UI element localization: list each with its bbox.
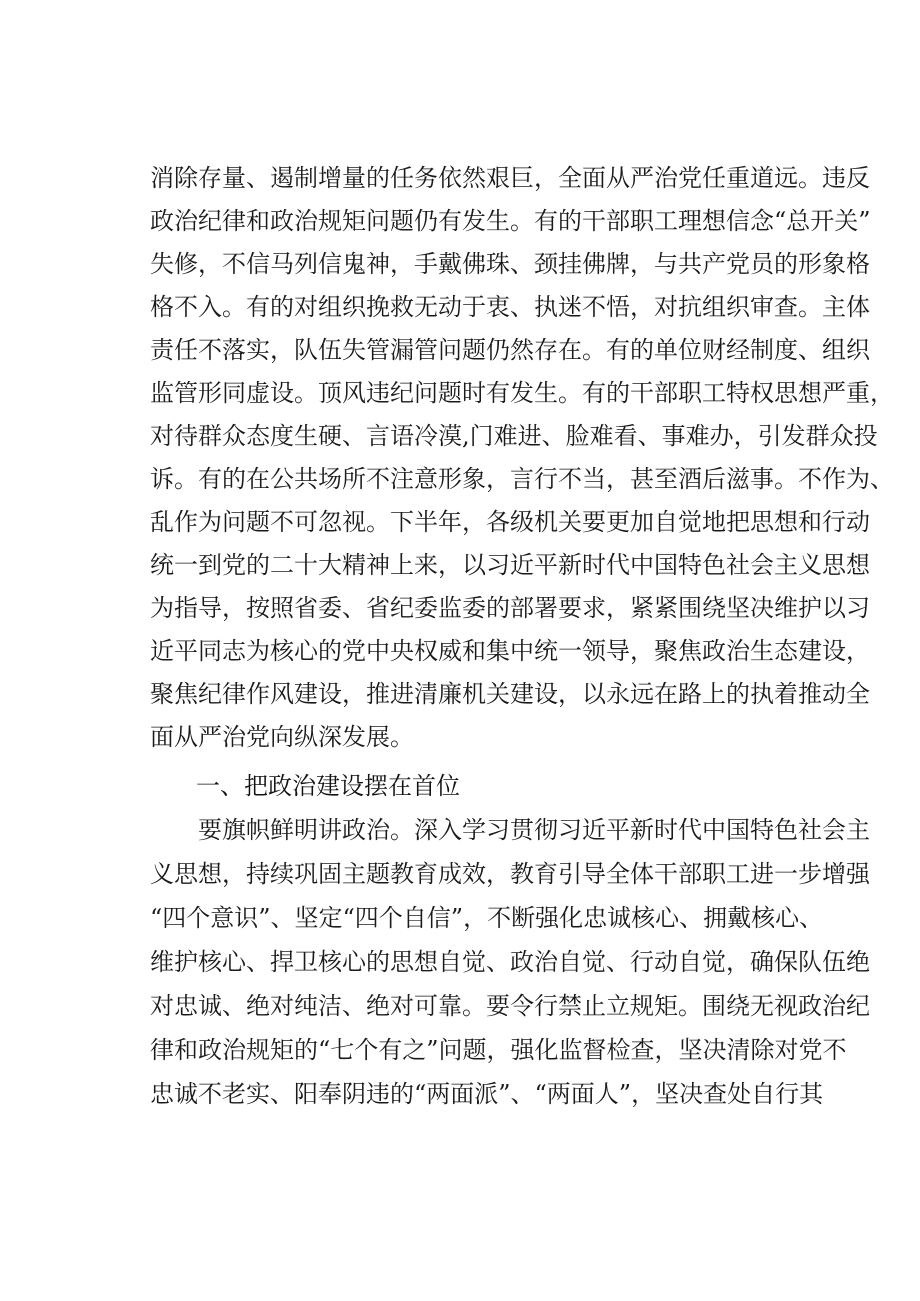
paragraph-line: 政治纪律和政治规矩问题仍有发生。有的干部职工理想信念“总开关”: [150, 207, 871, 235]
paragraph-line: 要旗帜鲜明讲政治。深入学习贯彻习近平新时代中国特色社会主: [198, 816, 870, 844]
paragraph-line: 统一到党的二十大精神上来，以习近平新时代中国特色社会主义思想: [150, 551, 870, 579]
paragraph-line: 面从严治党向纵深发展。: [150, 723, 414, 751]
paragraph-line: 失修，不信马列信鬼神，手戴佛珠、颈挂佛牌，与共产党员的形象格: [150, 250, 870, 278]
paragraph-line: 近平同志为核心的党中央权威和集中统一领导，聚焦政治生态建设，: [150, 637, 870, 665]
paragraph-line: 消除存量、遏制增量的任务依然艰巨，全面从严治党任重道远。违反: [150, 164, 870, 192]
paragraph-line: 诉。有的在公共场所不注意形象，言行不当，甚至酒后滋事。不作为、: [150, 465, 894, 493]
paragraph-line: 对待群众态度生硬、言语冷漠,门难进、脸难看、事难办，引发群众投: [150, 422, 878, 450]
paragraph-line: “四个意识”、坚定“四个自信”，不断强化忠诚核心、拥戴核心、: [150, 904, 824, 932]
paragraph-line: 格不入。有的对组织挽救无动于衷、执迷不悟，对抗组织审查。主体: [150, 293, 870, 321]
paragraph-line: 监管形同虚设。顶风违纪问题时有发生。有的干部职工特权思想严重，: [150, 379, 894, 407]
paragraph-line: 对忠诚、绝对纯洁、绝对可靠。要令行禁止立规矩。围绕无视政治纪: [150, 992, 870, 1020]
paragraph-line: 为指导，按照省委、省纪委监委的部署要求，紧紧围绕坚决维护以习: [150, 594, 870, 622]
paragraph-line: 忠诚不老实、阳奉阴违的“两面派”、“两面人”，坚决查处自行其: [150, 1080, 824, 1108]
paragraph-line: 聚焦纪律作风建设，推进清廉机关建设，以永远在路上的执着推动全: [150, 680, 870, 708]
paragraph-line: 义思想，持续巩固主题教育成效，教育引导全体干部职工进一步增强: [150, 860, 870, 888]
section-heading: 一、把政治建设摆在首位: [196, 772, 460, 800]
paragraph-line: 律和政治规矩的“七个有之”问题，强化监督检查，坚决清除对党不: [150, 1036, 847, 1064]
paragraph-line: 责任不落实，队伍失管漏管问题仍然存在。有的单位财经制度、组织: [150, 336, 870, 364]
paragraph-line: 维护核心、捍卫核心的思想自觉、政治自觉、行动自觉，确保队伍绝: [150, 948, 870, 976]
body-paragraph-1: [150, 157, 894, 759]
paragraph-line: 乱作为问题不可忽视。下半年，各级机关要更加自觉地把思想和行动: [150, 508, 870, 536]
body-paragraph-2: [150, 808, 870, 1116]
